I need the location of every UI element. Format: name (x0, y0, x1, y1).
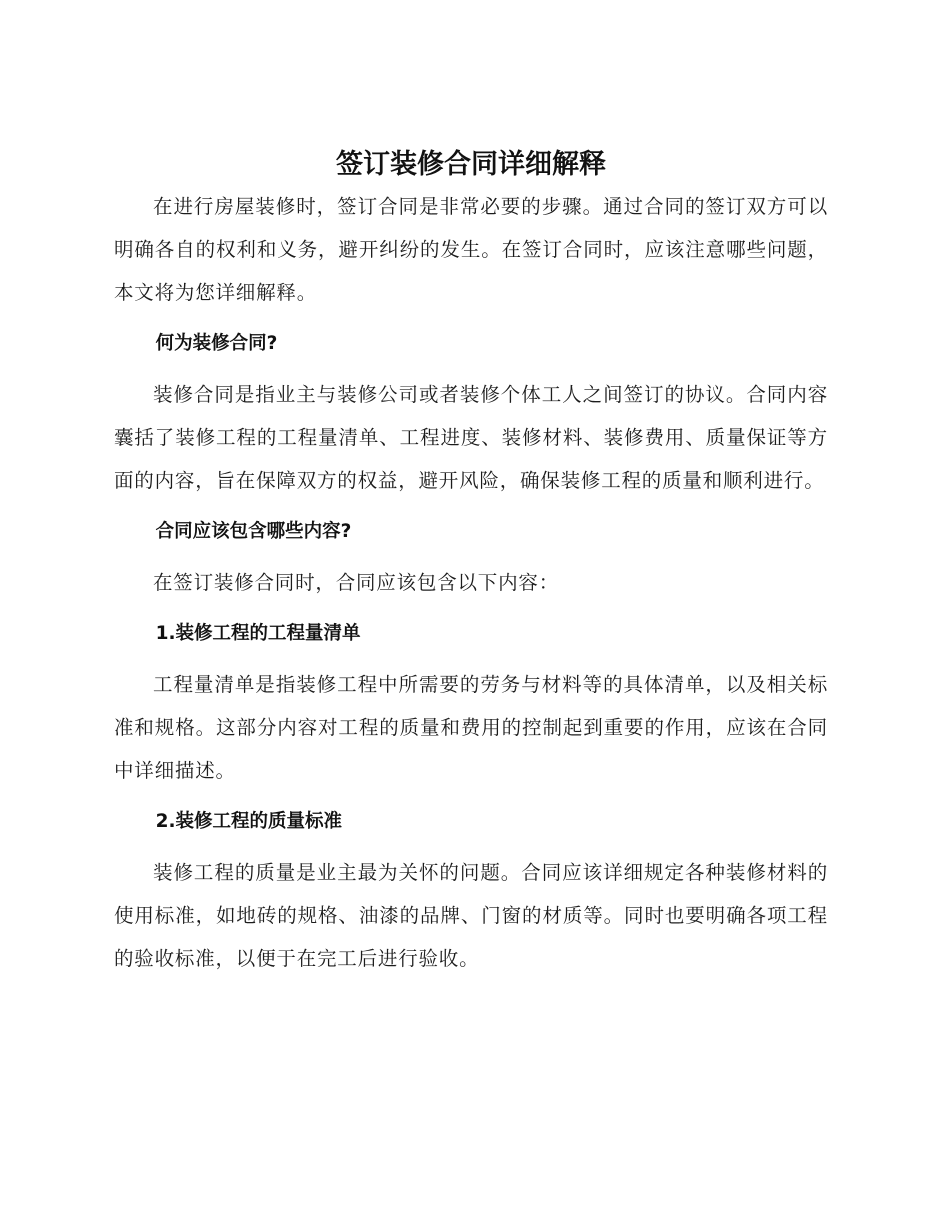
spacer (114, 365, 828, 373)
spacer (114, 553, 828, 561)
section-paragraph-what-is-contract: 装修合同是指业主与装修公司或者装修个体工人之间签订的协议。合同内容囊括了装修工程的工程量清单、工程进度、装修材料、装修费用、质量保证等方面的内容，旨在保障双方的权益，避开风险，确保装修工程的质量和顺利进行。 (114, 383, 828, 492)
item-paragraph-quality-standard: 装修工程的质量是业主最为关怀的问题。合同应该详细规定各种装修材料的使用标准，如地砖的规格、油漆的品牌、门窗的材质等。同时也要明确各项工程的验收标准，以便于在完工后进行验收。 (114, 861, 828, 970)
item-paragraph-quantity-list: 工程量清单是指装修工程中所需要的劳务与材料等的具体清单，以及相关标准和规格。这部分内容对工程的质量和费用的控制起到重要的作用，应该在合同中详细描述。 (114, 673, 828, 782)
spacer (114, 502, 828, 510)
intro-paragraph: 在进行房屋装修时，签订合同是非常必要的步骤。通过合同的签订双方可以明确各自的权利和义务，避开纠纷的发生。在签订合同时，应该注意哪些问题，本文将为您详细解释。 (114, 195, 828, 304)
section-heading-what-is-contract: 何为装修合同? (155, 333, 278, 354)
spacer (114, 843, 828, 851)
item-heading-quality-standard: 2.装修工程的质量标准 (155, 811, 343, 832)
spacer (114, 655, 828, 663)
document-title: 签订装修合同详细解释 (336, 149, 606, 180)
spacer (114, 792, 828, 800)
spacer (114, 604, 828, 612)
document-content (114, 145, 828, 980)
item-heading-quantity-list: 1.装修工程的工程量清单 (155, 623, 361, 644)
section-paragraph-contract-contents: 在签订装修合同时，合同应该包含以下内容： (153, 571, 560, 594)
spacer (114, 314, 828, 322)
section-heading-contract-contents: 合同应该包含哪些内容? (155, 521, 352, 542)
